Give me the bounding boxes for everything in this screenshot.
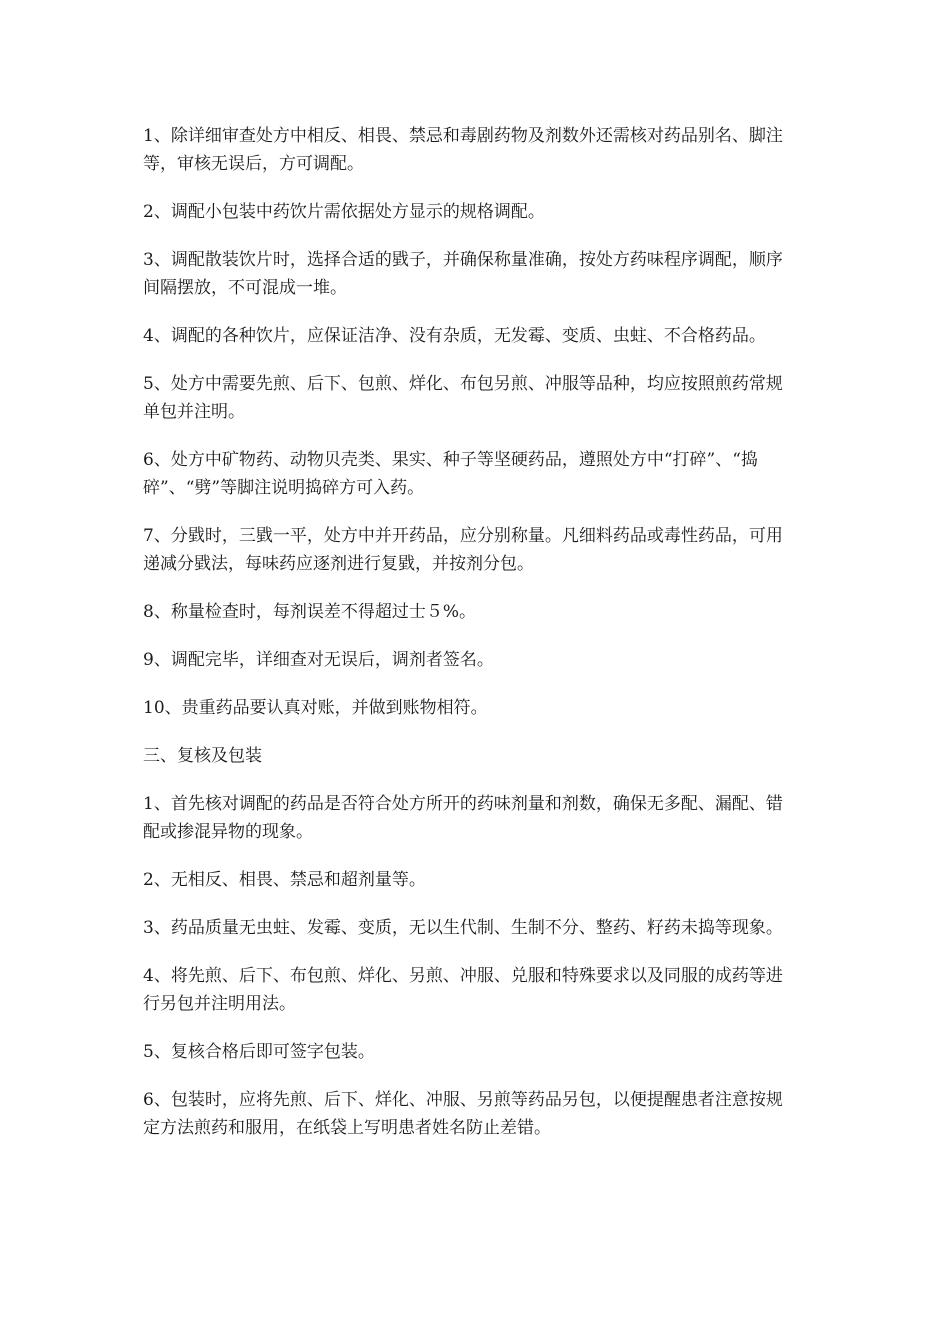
paragraph-review-4: 4、将先煎、后下、布包煎、烊化、另煎、冲服、兑服和特殊要求以及同服的成药等进行另包并注明用法。 bbox=[143, 966, 783, 1014]
paragraph-review-2: 2、无相反、相畏、禁忌和超剂量等。 bbox=[143, 870, 426, 890]
paragraph-review-5: 5、复核合格后即可签字包装。 bbox=[143, 1042, 375, 1062]
paragraph-8: 8、称量检查时，每剂误差不得超过士５%。 bbox=[143, 602, 476, 622]
paragraph-4: 4、调配的各种饮片，应保证洁净、没有杂质，无发霉、变质、虫蛀、不合格药品。 bbox=[143, 326, 766, 346]
paragraph-review-6: 6、包装时，应将先煎、后下、烊化、冲服、另煎等药品另包，以便提醒患者注意按规定方法煎药和服用，在纸袋上写明患者姓名防止差错。 bbox=[143, 1090, 783, 1138]
paragraph-5: 5、处方中需要先煎、后下、包煎、烊化、布包另煎、冲服等品种，均应按照煎药常规单包并注明。 bbox=[143, 374, 783, 422]
paragraph-1: 1、除详细审查处方中相反、相畏、禁忌和毒剧药物及剂数外还需核对药品别名、脚注等，审核无误后，方可调配。 bbox=[143, 126, 783, 174]
paragraph-review-3: 3、药品质量无虫蛀、发霉、变质，无以生代制、生制不分、整药、籽药未捣等现象。 bbox=[143, 918, 783, 938]
section-heading-review-packaging: 三、复核及包装 bbox=[143, 746, 262, 766]
document-body bbox=[143, 122, 783, 1162]
paragraph-6: 6、处方中矿物药、动物贝壳类、果实、种子等坚硬药品，遵照处方中“打碎”、“捣碎”、“劈”等脚注说明捣碎方可入药。 bbox=[143, 450, 758, 498]
paragraph-review-1: 1、首先核对调配的药品是否符合处方所开的药味剂量和剂数，确保无多配、漏配、错配或掺混异物的现象。 bbox=[143, 794, 783, 842]
paragraph-3: 3、调配散装饮片时，选择合适的戥子，并确保称量准确，按处方药味程序调配，顺序间隔摆放，不可混成一堆。 bbox=[143, 250, 783, 298]
paragraph-10: 10、贵重药品要认真对账，并做到账物相符。 bbox=[143, 698, 488, 718]
paragraph-2: 2、调配小包装中药饮片需依据处方显示的规格调配。 bbox=[143, 202, 545, 222]
paragraph-9: 9、调配完毕，详细查对无误后，调剂者签名。 bbox=[143, 650, 494, 670]
paragraph-7: 7、分戥时，三戥一平，处方中并开药品，应分别称量。凡细料药品或毒性药品，可用递减分戥法，每味药应逐剂进行复戥，并按剂分包。 bbox=[143, 526, 783, 574]
